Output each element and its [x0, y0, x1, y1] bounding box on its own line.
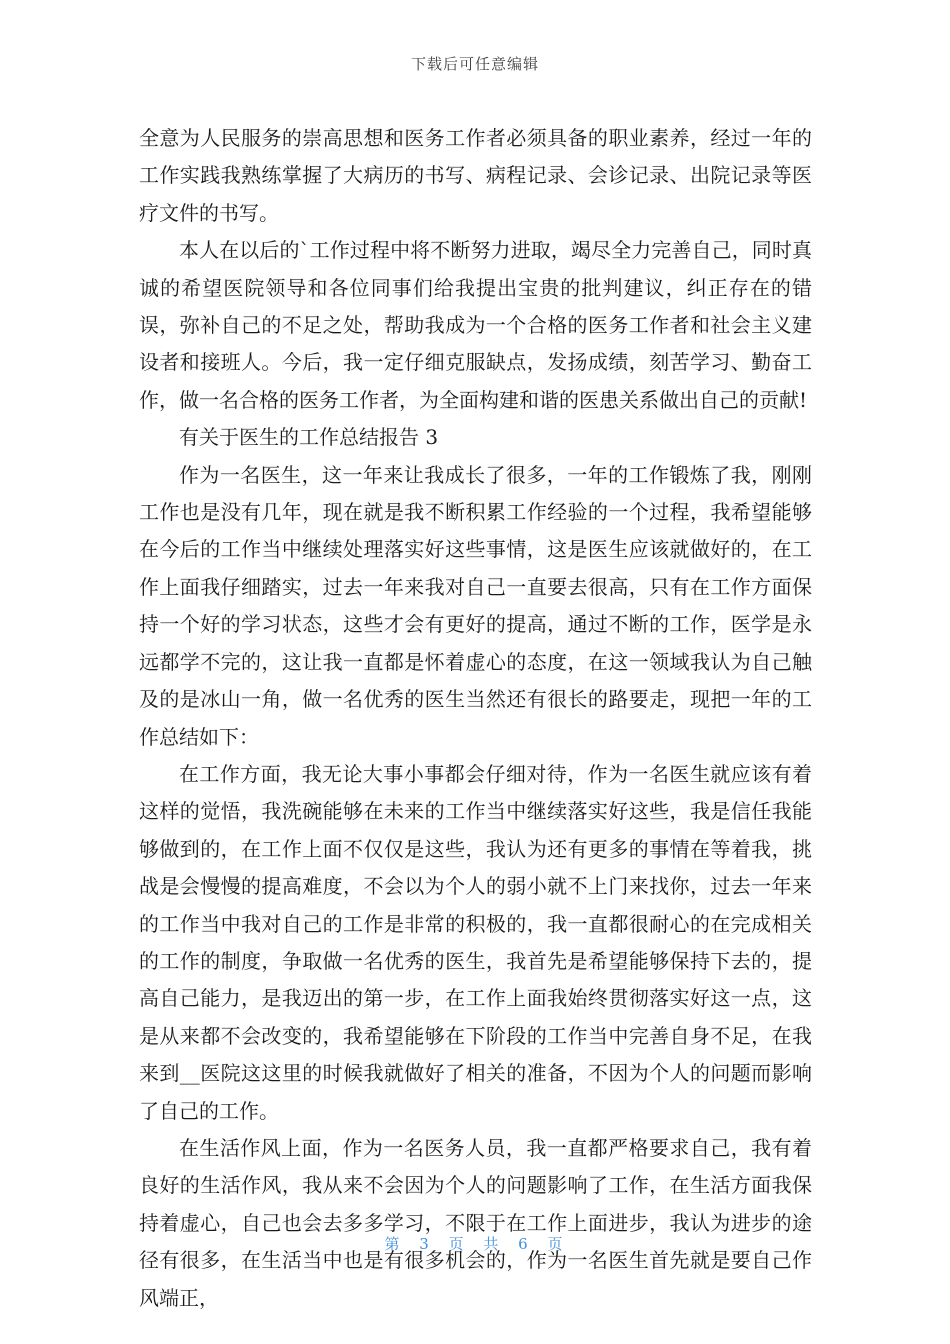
header-watermark: 下载后可任意编辑: [410, 55, 539, 73]
paragraph: 作为一名医生，这一年来让我成长了很多，一年的工作锻炼了我，刚刚工作也是没有几年，现在就是我不断积累工作经验的一个过程，我希望能够在今后的工作当中继续处理落实好这些事情，这是医生应该就做好的，在工作上面我仔细踏实，过去一年来我对自己一直要去很高，只有在工作方面保持一个好的学习状态，这些才会有更好的提高，通过不断的工作，医学是永远都学不完的，这让我一直都是怀着虚心的态度，在这一领域我认为自己触及的是冰山一角，做一名优秀的医生当然还有很长的路要走，现把一年的工作总结如下：: [139, 462, 812, 749]
paragraph-continuation: 全意为人民服务的崇高思想和医务工作者必须具备的职业素养，经过一年的工作实践我熟练掌握了大病历的书写、病程记录、会诊记录、出院记录等医疗文件的书写。: [139, 126, 812, 225]
paragraph: 在生活作风上面，作为一名医务人员，我一直都严格要求自己，我有着良好的生活作风，我从来不会因为个人的问题影响了工作，在生活方面我保持着虚心，自己也会去多多学习，不限于在工作上面进步，我认为进步的途径有很多，在生活当中也是有很多机会的，作为一名医生首先就是要自己作风端正，: [139, 1135, 812, 1310]
paragraph: 在工作方面，我无论大事小事都会仔细对待，作为一名医生就应该有着这样的觉悟，我洗碗能够在未来的工作当中继续落实好这些，我是信任我能够做到的，在工作上面不仅仅是这些，我认为还有更多的事情在等着我，挑战是会慢慢的提高难度，不会以为个人的弱小就不上门来找你，过去一年来的工作当中我对自己的工作是非常的积极的，我一直都很耐心的在完成相关的工作的制度，争取做一名优秀的医生，我首先是希望能够保持下去的，提高自己能力，是我迈出的第一步，在工作上面我始终贯彻落实好这一点，这是从来都不会改变的，我希望能够在下阶段的工作当中完善自身不足，在我来到__医院这这里的时候我就做好了相关的准备，不因为个人的问题而影响了自己的工作。: [139, 761, 812, 1123]
paragraph: 本人在以后的`工作过程中将不断努力进取，竭尽全力完善自己，同时真诚的希望医院领导和各位同事们给我提出宝贵的批判建议，纠正存在的错误，弥补自己的不足之处，帮助我成为一个合格的医务工作者和社会主义建设者和接班人。今后，我一定仔细克服缺点，发扬成绩，刻苦学习、勤奋工作，做一名合格的医务工作者，为全面构建和谐的医患关系做出自己的贡献!: [139, 238, 812, 412]
page-number-footer: 第 3 页 共 6 页: [384, 1235, 566, 1253]
section-heading: 有关于医生的工作总结报告 3: [179, 425, 439, 450]
document-body: [139, 120, 812, 1317]
